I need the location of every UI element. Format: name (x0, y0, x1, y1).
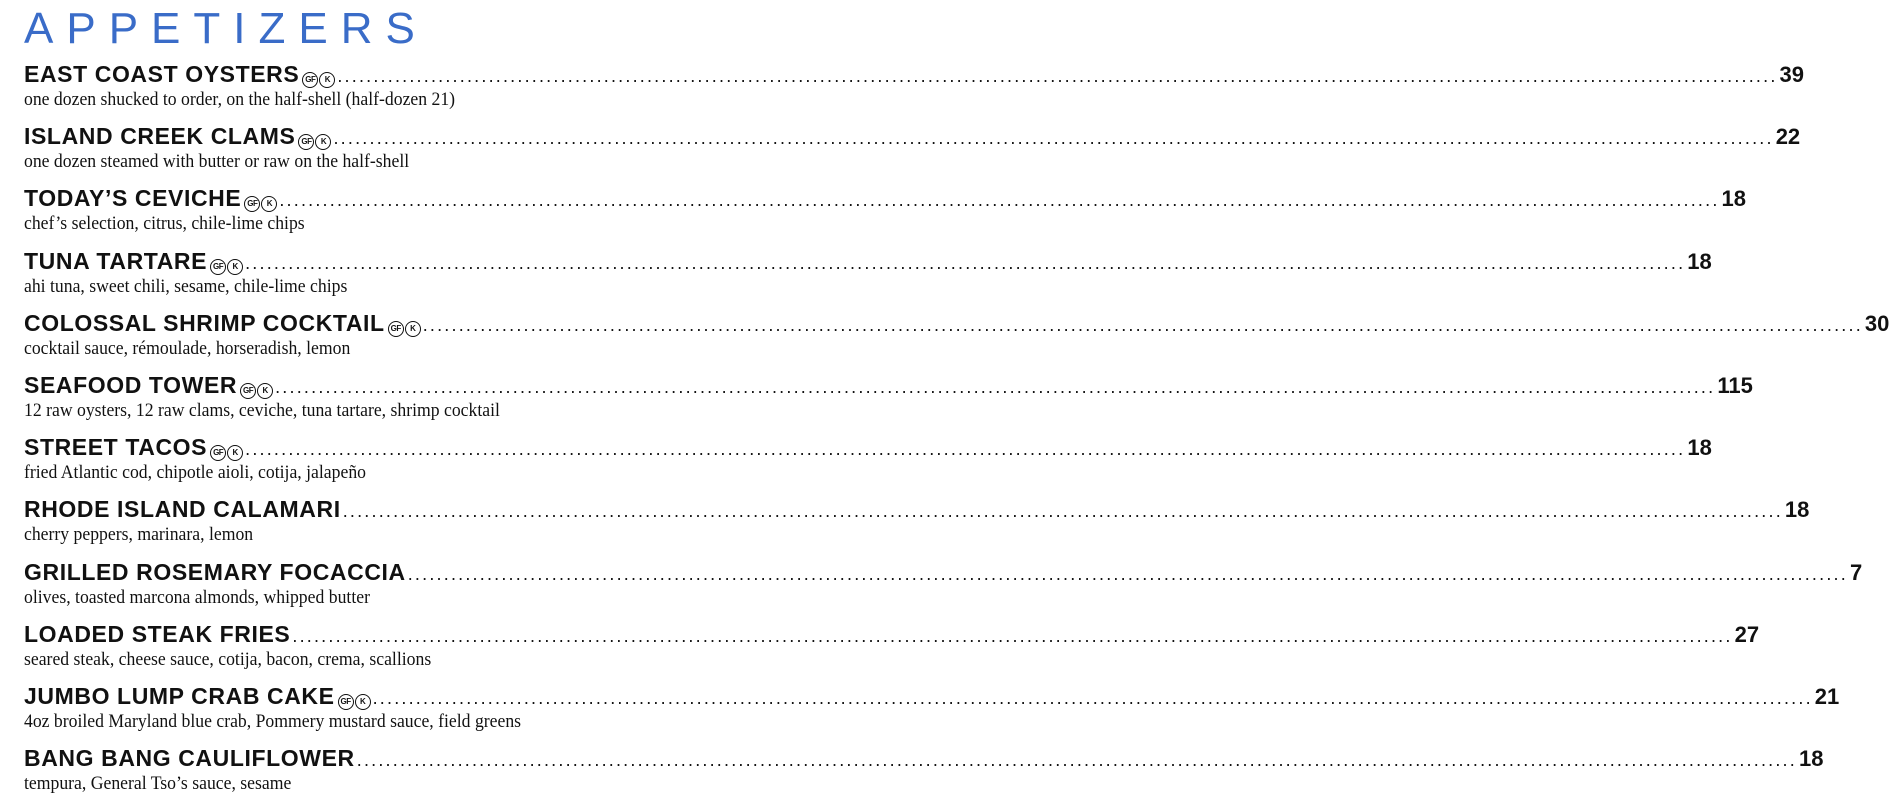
dot-leader: ........................................................................................................................................................................................................ (245, 439, 1686, 460)
menu-item (24, 309, 1889, 371)
dot-leader: ........................................................................................................................................................................................................ (356, 750, 1797, 771)
item-header (24, 184, 1747, 214)
item-price: 30 (1864, 310, 1889, 336)
item-price: 18 (1798, 746, 1824, 772)
item-price: 115 (1717, 372, 1753, 398)
dietary-badges (244, 196, 277, 212)
item-price: 22 (1775, 124, 1801, 150)
gluten-free-icon: GF (388, 321, 404, 337)
menu-item (24, 744, 1824, 806)
item-name: SEAFOOD TOWER (24, 371, 238, 398)
item-header (24, 60, 1805, 90)
dot-leader: ........................................................................................................................................................................................................ (407, 563, 1848, 584)
item-description: one dozen steamed with butter or raw on the half-shell (24, 151, 410, 173)
item-description: cocktail sauce, rémoulade, horseradish, lemon (24, 337, 351, 359)
kosher-icon: K (355, 694, 371, 710)
item-name: TODAY’S CEVICHE (24, 185, 242, 212)
section-title: APPETIZERS (24, 4, 428, 53)
menu-items (24, 60, 1889, 806)
item-name: STREET TACOS (24, 434, 208, 461)
item-header (24, 682, 1840, 712)
menu-item (24, 122, 1801, 184)
gluten-free-icon: GF (210, 259, 226, 275)
menu-item (24, 60, 1805, 122)
item-name: JUMBO LUMP CRAB CAKE (24, 682, 335, 709)
gluten-free-icon: GF (244, 196, 260, 212)
item-header (24, 744, 1824, 774)
dietary-badges (338, 694, 371, 710)
menu-item (24, 558, 1863, 620)
dietary-badges (388, 321, 421, 337)
menu-item (24, 371, 1753, 433)
dot-leader: ........................................................................................................................................................................................................ (333, 128, 1774, 149)
item-header (24, 620, 1760, 650)
item-name: EAST COAST OYSTERS (24, 61, 300, 87)
item-description: olives, toasted marcona almonds, whipped butter (24, 586, 370, 608)
dietary-badges (298, 134, 331, 150)
item-header (24, 122, 1801, 152)
menu-item (24, 495, 1810, 557)
item-description: ahi tuna, sweet chili, sesame, chile-lime chips (24, 275, 348, 297)
kosher-icon: K (405, 321, 421, 337)
item-price: 27 (1734, 621, 1760, 647)
item-header (24, 433, 1712, 463)
item-price: 39 (1779, 62, 1805, 87)
item-header (24, 558, 1863, 588)
item-description: chef’s selection, citrus, chile-lime chips (24, 213, 305, 235)
gluten-free-icon: GF (210, 445, 226, 461)
dot-leader: ........................................................................................................................................................................................................ (275, 376, 1716, 397)
kosher-icon: K (315, 134, 331, 150)
menu-item (24, 682, 1840, 744)
item-price: 18 (1687, 435, 1712, 461)
gluten-free-icon: GF (338, 694, 354, 710)
kosher-icon: K (227, 259, 243, 275)
item-header (24, 247, 1712, 277)
item-name: COLOSSAL SHRIMP COCKTAIL (24, 309, 385, 336)
item-name: TUNA TARTARE (24, 247, 208, 274)
item-price: 21 (1814, 683, 1840, 709)
dot-leader: ........................................................................................................................................................................................................ (292, 625, 1733, 646)
item-name: ISLAND CREEK CLAMS (24, 123, 296, 150)
dot-leader: ........................................................................................................................................................................................................ (342, 501, 1783, 522)
item-price: 18 (1784, 497, 1810, 523)
dietary-badges (210, 259, 243, 275)
dietary-badges (302, 72, 335, 88)
item-header (24, 371, 1753, 401)
dot-leader: ........................................................................................................................................................................................................ (372, 687, 1813, 708)
item-name: RHODE ISLAND CALAMARI (24, 496, 341, 523)
gluten-free-icon: GF (298, 134, 314, 150)
dot-leader: ........................................................................................................................................................................................................ (245, 252, 1686, 273)
kosher-icon: K (319, 72, 335, 88)
item-name: BANG BANG CAULIFLOWER (24, 745, 355, 772)
menu-item (24, 247, 1712, 309)
gluten-free-icon: GF (240, 383, 256, 399)
item-price: 7 (1849, 559, 1863, 585)
menu-item (24, 184, 1747, 246)
item-description: tempura, General Tso’s sauce, sesame (24, 773, 292, 795)
kosher-icon: K (257, 383, 273, 399)
menu-item (24, 620, 1760, 682)
item-name: GRILLED ROSEMARY FOCACCIA (24, 558, 406, 585)
dot-leader: ........................................................................................................................................................................................................ (279, 190, 1720, 211)
item-description: seared steak, cheese sauce, cotija, bacon, crema, scallions (24, 648, 432, 670)
item-description: one dozen shucked to order, on the half-shell (half-dozen 21) (24, 89, 456, 110)
kosher-icon: K (227, 445, 243, 461)
menu-item (24, 433, 1712, 495)
dietary-badges (210, 445, 243, 461)
item-price: 18 (1687, 248, 1712, 274)
dot-leader: ........................................................................................................................................................................................................ (337, 66, 1778, 86)
dot-leader: ........................................................................................................................................................................................................ (422, 314, 1863, 335)
dietary-badges (240, 383, 273, 399)
item-description: 4oz broiled Maryland blue crab, Pommery mustard sauce, field greens (24, 710, 522, 732)
item-description: 12 raw oysters, 12 raw clams, ceviche, tuna tartare, shrimp cocktail (24, 399, 500, 421)
item-price: 18 (1721, 186, 1747, 212)
item-description: fried Atlantic cod, chipotle aioli, cotija, jalapeño (24, 462, 367, 484)
item-header (24, 309, 1889, 339)
item-header (24, 495, 1810, 525)
gluten-free-icon: GF (302, 72, 318, 88)
item-description: cherry peppers, marinara, lemon (24, 524, 254, 546)
item-name: LOADED STEAK FRIES (24, 620, 291, 647)
kosher-icon: K (261, 196, 277, 212)
